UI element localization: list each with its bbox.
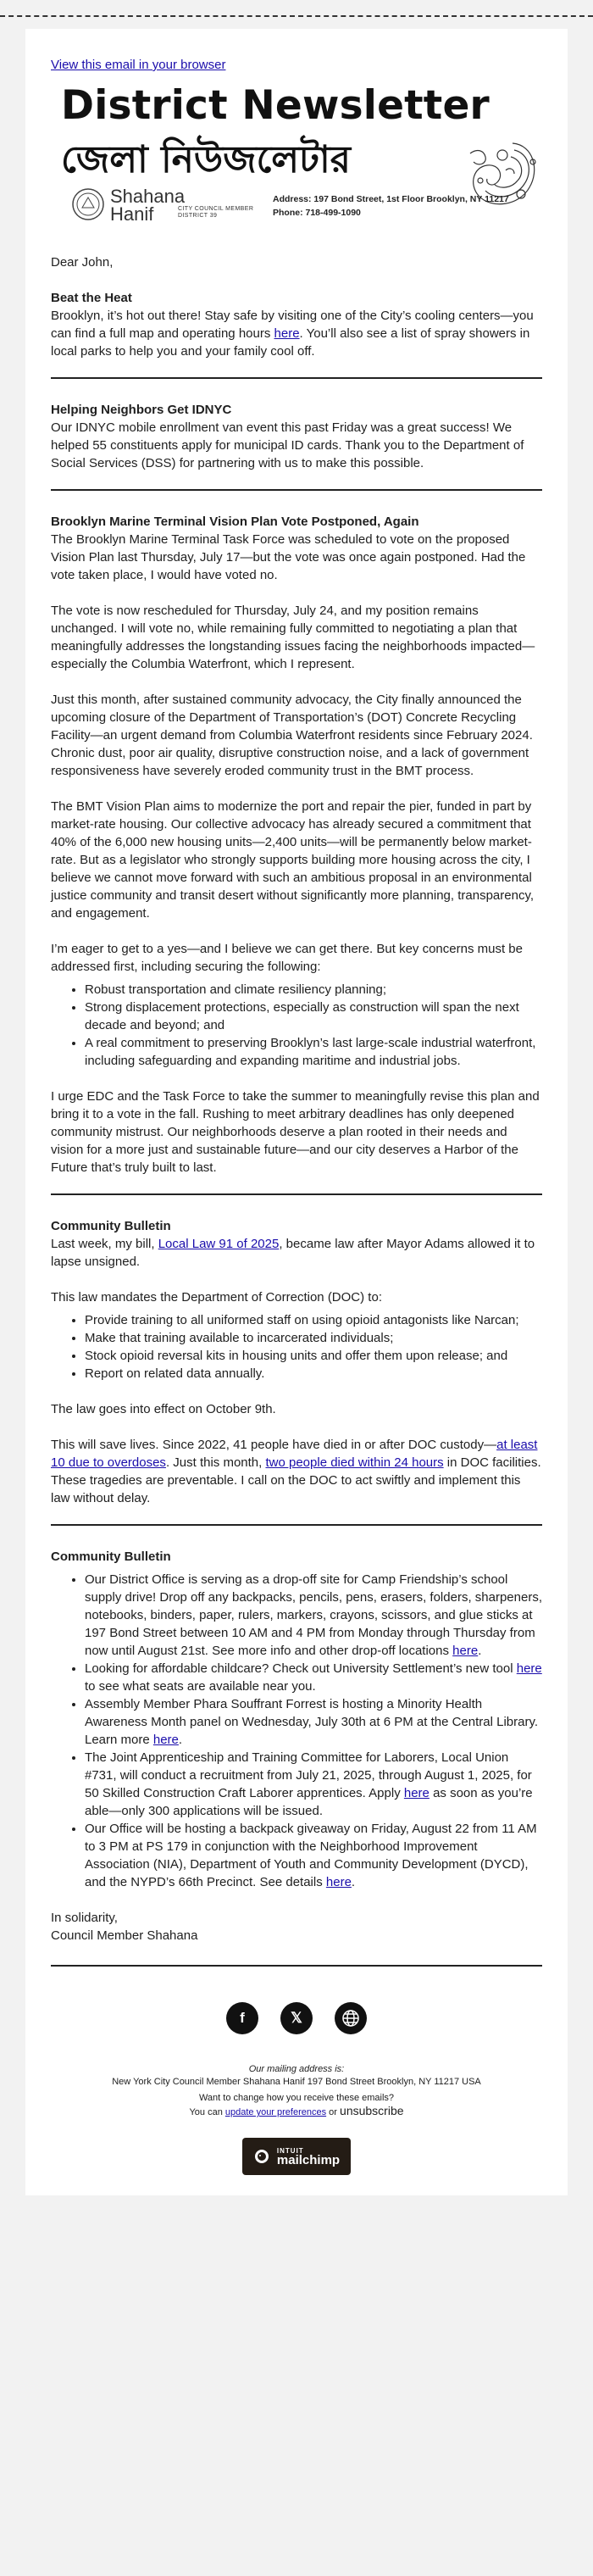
section-divider xyxy=(51,1524,542,1526)
text-part: . xyxy=(178,1733,183,1747)
email-body xyxy=(25,29,568,2195)
bulletin-paragraph xyxy=(51,1436,542,1507)
facebook-icon[interactable]: f xyxy=(226,2002,258,2034)
bmt-paragraph: The BMT Vision Plan aims to modernize the port and repair the pier, funded in part by market-rate housing. Our collective advocacy has already secured a commitment that 40% of the 6,000 new housing units—2,400 units—will be permanently below market-rate. But as a legislator who strongly supports building more housing across the city, I believe we cannot move forward with such an ambitious proposal in an environmental justice community and transit desert without significantly more planning, transparency, and engagement. xyxy=(51,799,534,921)
list-item: • Make that training available to incarcerated individuals; xyxy=(85,1329,542,1347)
list-item: • Stock opioid reversal kits in housing units and offer them upon release; and xyxy=(85,1347,542,1365)
member-title-logo xyxy=(178,206,253,220)
bmt-paragraph: The vote is now rescheduled for Thursday, July 24, and my position remains unchanged. I will vote no, while remaining fully committed to negotiating a plan that meaningfully addresses the longstanding issues facing the neighborhoods impacted—especially the Columbia Waterfront, which I represent. xyxy=(51,604,535,671)
update-preferences-link[interactable]: update your preferences xyxy=(224,2107,327,2117)
bmt-paragraph: I urge EDC and the Task Force to take the summer to meaningfully revise this plan and bring it to a vote in the fall. Rushing to meet arbitrary deadlines has only deepened community mistrust. Our neighborhoods deserve a plan rooted in their needs and vision for a more just and sustainable future—and our city deserves a Harbor of the Future that’s truly built to last. xyxy=(51,1089,540,1175)
idnyc-section xyxy=(51,401,542,472)
bmt-heading: Brooklyn Marine Terminal Vision Plan Vote Postponed, Again xyxy=(51,515,419,529)
bulletin-paragraph: This law mandates the Department of Correction (DOC) to: xyxy=(51,1290,382,1305)
text-part: The Joint Apprenticeship and Training Committee for Laborers, Local Union #731, will conduct a recruitment from July 21, 2025, through August 1, 2025, for 50 Skilled Construction Craft Laborer apprentices. Apply xyxy=(85,1750,532,1800)
text-part: Last week, my bill, xyxy=(51,1237,158,1251)
health-panel-link[interactable]: here xyxy=(152,1733,179,1747)
bmt-paragraph: The Brooklyn Marine Terminal Task Force was scheduled to vote on the proposed Vision Plan last Thursday, July 17—but the vote was once again postponed. Had the vote taken place, I would have voted no. xyxy=(51,532,526,582)
member-title-line1: CITY COUNCIL MEMBER xyxy=(178,206,254,212)
view-in-browser-link[interactable]: View this email in your browser xyxy=(51,58,226,72)
email-footer xyxy=(51,1965,542,2195)
mailing-address: New York City Council Member Shahana Hanif 197 Bond Street Brooklyn, NY 11217 USA xyxy=(112,2077,481,2087)
text-part: , became law after Mayor Adams allowed it to lapse unsigned. xyxy=(51,1237,535,1269)
cooling-centers-link[interactable]: here xyxy=(274,326,300,341)
footer-text xyxy=(51,2063,542,2119)
list-item: • Report on related data annually. xyxy=(85,1365,542,1383)
text-part: to see what seats are available near you. xyxy=(85,1679,316,1694)
globe-icon xyxy=(341,2009,360,2028)
section-divider xyxy=(51,1193,542,1195)
section-divider xyxy=(51,489,542,491)
text-part: Assembly Member Phara Souffrant Forrest is hosting a Minority Health Awareness Month panel on Wednesday, July 30th at 6 PM at the Central Library. Learn more xyxy=(85,1697,539,1747)
idnyc-text: Our IDNYC mobile enrollment van event this past Friday was a great success! We helped 55 constituents apply for municipal ID cards. Thank you to the Department of Social Services (DSS) for partnering with us to make this possible. xyxy=(51,420,524,470)
text-part: Our Office will be hosting a backpack giveaway on Friday, August 22 from 11 AM to 3 PM at PS 179 in conjunction with the Neighborhood Improvement Association (NIA), Department of Youth and Community Development (DYCD), and the NYPD’s 66th Precinct. See details xyxy=(85,1822,537,1889)
section-divider xyxy=(51,377,542,379)
city-seal-icon xyxy=(71,187,105,221)
bmt-paragraph: Just this month, after sustained community advocacy, the City finally announced the upcoming closure of the Department of Transportation’s (DOT) Concrete Recycling Facility—an urgent demand from Columbia Waterfront residents since February 2024. Chronic dust, poor air quality, disruptive construction noise, and a lack of government responsiveness have severely eroded community trust in the BMT process. xyxy=(51,693,533,778)
closing-line: In solidarity, xyxy=(51,1911,118,1925)
heat-text xyxy=(51,307,542,360)
member-title-line2: DISTRICT 39 xyxy=(178,213,218,219)
bmt-paragraph: I’m eager to get to a yes—and I believe we can get there. But key concerns must be addressed first, including securing the following: xyxy=(51,942,523,974)
local-law-91-link[interactable]: Local Law 91 of 2025 xyxy=(158,1237,280,1251)
bulletin-1-section xyxy=(51,1217,542,1507)
bulletin-heading: Community Bulletin xyxy=(51,1549,171,1564)
childcare-tool-link[interactable]: here xyxy=(516,1661,542,1676)
list-item: • Provide training to all uniformed staff on using opioid antagonists like Narcan; xyxy=(85,1311,542,1329)
bmt-section xyxy=(51,513,542,1177)
browser-link-row xyxy=(51,29,542,72)
heat-section xyxy=(51,289,542,360)
newsletter-content xyxy=(51,253,542,1945)
top-dashed-rule xyxy=(0,15,593,17)
list-item: • Strong displacement protections, especially as construction will span the next decade and beyond; and xyxy=(85,999,542,1034)
preferences-row xyxy=(51,2105,542,2119)
change-prompt: Want to change how you receive these emails? xyxy=(198,2093,395,2103)
text-part: in DOC facilities. These tragedies are preventable. I call on the DOC to act swiftly and implement this law without delay. xyxy=(51,1455,541,1505)
text-part: This will save lives. Since 2022, 41 people have died in or after DOC custody— xyxy=(51,1438,497,1452)
text-part: . xyxy=(478,1644,482,1658)
backpack-giveaway-link[interactable]: here xyxy=(325,1875,352,1889)
idnyc-heading: Helping Neighbors Get IDNYC xyxy=(51,403,232,417)
text-part: You can xyxy=(189,2107,225,2117)
office-contact xyxy=(273,192,509,220)
apprenticeship-apply-link[interactable]: here xyxy=(403,1786,430,1800)
office-address: Address: 197 Bond Street, 1st Floor Brooklyn, NY 11217 xyxy=(273,194,509,204)
bulletin-2-section xyxy=(51,1548,542,1945)
closing xyxy=(51,1909,542,1945)
bulletin-heading: Community Bulletin xyxy=(51,1219,171,1233)
heat-text-part: . You’ll also see a list of spray showers in local parks to help you and your family cool off. xyxy=(51,326,530,359)
mailchimp-badge[interactable] xyxy=(242,2138,351,2175)
bmt-concerns-list xyxy=(51,981,542,1070)
member-name-logo xyxy=(110,187,185,223)
x-twitter-icon[interactable]: 𝕏 xyxy=(280,2002,313,2034)
drop-off-locations-link[interactable]: here xyxy=(452,1644,479,1658)
social-links xyxy=(51,2002,542,2034)
text-part: or xyxy=(326,2107,341,2117)
text-part: . xyxy=(351,1875,356,1889)
mailchimp-logo-icon xyxy=(253,2148,270,2165)
text-part: . Just this month, xyxy=(165,1455,266,1470)
mailchimp-label: mailchimp xyxy=(276,2152,341,2167)
mailing-label: Our mailing address is: xyxy=(248,2064,345,2074)
heat-text-part: Brooklyn, it’s hot out there! Stay safe by visiting one of the City’s cooling centers—you can find a full map and operating hours xyxy=(51,309,534,341)
list-item: • A real commitment to preserving Brooklyn’s last large-scale industrial waterfront, including safeguarding and expanding maritime and industrial jobs. xyxy=(85,1034,542,1070)
newsletter-title: District Newsletter xyxy=(61,82,490,129)
text-part: Our District Office is serving as a drop-off site for Camp Friendship’s school supply drive! Drop off any backpacks, pencils, pens, erasers, folders, sharpeners, notebooks, binders, paper, rulers, markers, crayons, scissors, and glue sticks at 197 Bond Street between 10 AM and 4 PM from Monday through Thursday from now until August 21st. See more info and other drop-off locations xyxy=(85,1572,542,1658)
two-deaths-link[interactable]: two people died within 24 hours xyxy=(265,1455,444,1470)
list-item: • Robust transportation and climate resiliency planning; xyxy=(85,981,542,999)
heat-heading: Beat the Heat xyxy=(51,291,132,305)
closing-signature: Council Member Shahana xyxy=(51,1928,198,1943)
list-item xyxy=(85,1660,542,1695)
text-part: as soon as you’re able—only 300 applications will be issued. xyxy=(85,1786,533,1818)
bulletin-intro xyxy=(51,1235,542,1271)
list-item xyxy=(85,1695,542,1749)
list-item xyxy=(85,1820,542,1891)
member-first-name: Shahana xyxy=(110,186,186,207)
newsletter-header xyxy=(51,75,542,245)
bulletin-paragraph: The law goes into effect on October 9th. xyxy=(51,1402,276,1416)
text-part: Looking for affordable childcare? Check out University Settlement’s new tool xyxy=(85,1661,517,1676)
bulletin-items-list xyxy=(51,1571,542,1891)
unsubscribe-link[interactable]: unsubscribe xyxy=(340,2104,404,2117)
list-item xyxy=(85,1749,542,1820)
member-last-name: Hanif xyxy=(110,203,154,225)
newsletter-title-bengali: জেলা নিউজলেটার xyxy=(61,138,351,181)
greeting: Dear John, xyxy=(51,255,114,270)
intuit-label: INTUIT xyxy=(276,2146,304,2155)
office-phone: Phone: 718-499-1090 xyxy=(273,208,361,218)
law-mandates-list xyxy=(51,1311,542,1383)
overdoses-link[interactable]: at least 10 due to overdoses xyxy=(51,1438,538,1470)
list-item xyxy=(85,1571,542,1660)
website-globe-icon[interactable] xyxy=(335,2002,367,2034)
